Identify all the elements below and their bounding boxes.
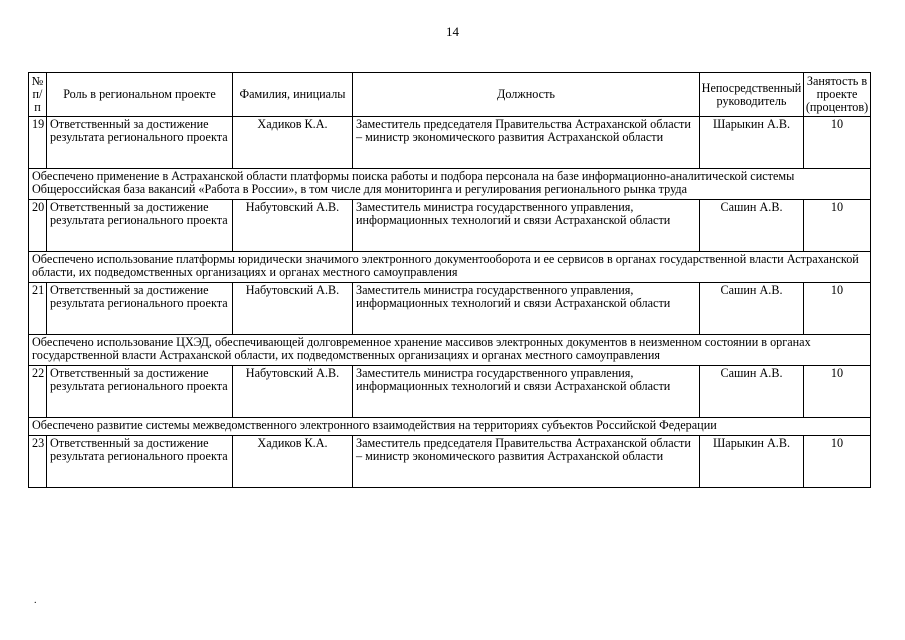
row-load: 10 xyxy=(804,436,871,488)
row-manager: Шарыкин А.В. xyxy=(700,436,804,488)
header-role: Роль в региональном проекте xyxy=(47,73,233,117)
section-row xyxy=(29,252,871,283)
row-role: Ответственный за достижение результата регионального проекта xyxy=(47,283,233,335)
row-position: Заместитель министра государственного управления, информационных технологий и связи Астраханской области xyxy=(353,200,700,252)
header-manager: Непосредственный руководитель xyxy=(700,73,804,117)
table-row xyxy=(29,117,871,169)
row-name: Хадиков К.А. xyxy=(233,117,353,169)
row-manager: Сашин А.В. xyxy=(700,200,804,252)
section-title: Обеспечено применение в Астраханской области платформы поиска работы и подбора персонала на базе информационно-аналитической системы Общероссийская база вакансий «Работа в России», в том числе для мониторинга и регулирования регионального рынка труда xyxy=(29,169,871,200)
footer-mark: . xyxy=(34,595,37,606)
header-load: Занятость в проекте (процентов) xyxy=(804,73,871,117)
header-position: Должность xyxy=(353,73,700,117)
section-row xyxy=(29,335,871,366)
row-role: Ответственный за достижение результата регионального проекта xyxy=(47,436,233,488)
table-header-row xyxy=(29,73,871,117)
table-row xyxy=(29,436,871,488)
section-row xyxy=(29,169,871,200)
row-manager: Шарыкин А.В. xyxy=(700,117,804,169)
header-name: Фамилия, инициалы xyxy=(233,73,353,117)
row-name: Набутовский А.В. xyxy=(233,283,353,335)
row-position: Заместитель министра государственного управления, информационных технологий и связи Астраханской области xyxy=(353,366,700,418)
row-number: 21 xyxy=(29,283,47,335)
row-role: Ответственный за достижение результата регионального проекта xyxy=(47,117,233,169)
table-row xyxy=(29,366,871,418)
section-title: Обеспечено использование ЦХЭД, обеспечивающей долговременное хранение массивов электронных документов в неизменном состоянии в органах государственной власти Астраханской области, их подведомственных организациях и органах местного самоуправления xyxy=(29,335,871,366)
participants-table xyxy=(28,72,871,488)
header-num: № п/п xyxy=(29,73,47,117)
section-row xyxy=(29,418,871,436)
table-row xyxy=(29,200,871,252)
row-load: 10 xyxy=(804,366,871,418)
row-name: Хадиков К.А. xyxy=(233,436,353,488)
row-role: Ответственный за достижение результата регионального проекта xyxy=(47,200,233,252)
row-manager: Сашин А.В. xyxy=(700,283,804,335)
row-load: 10 xyxy=(804,283,871,335)
row-number: 19 xyxy=(29,117,47,169)
row-number: 23 xyxy=(29,436,47,488)
row-role: Ответственный за достижение результата регионального проекта xyxy=(47,366,233,418)
row-name: Набутовский А.В. xyxy=(233,366,353,418)
row-number: 20 xyxy=(29,200,47,252)
row-position: Заместитель председателя Правительства Астраханской области – министр экономического развития Астраханской области xyxy=(353,436,700,488)
page-number: 14 xyxy=(446,24,459,39)
section-title: Обеспечено развитие системы межведомственного электронного взаимодействия на территориях субъектов Российской Федерации xyxy=(29,418,871,436)
row-manager: Сашин А.В. xyxy=(700,366,804,418)
row-load: 10 xyxy=(804,200,871,252)
row-position: Заместитель министра государственного управления, информационных технологий и связи Астраханской области xyxy=(353,283,700,335)
row-position: Заместитель председателя Правительства Астраханской области – министр экономического развития Астраханской области xyxy=(353,117,700,169)
row-number: 22 xyxy=(29,366,47,418)
row-name: Набутовский А.В. xyxy=(233,200,353,252)
table-row xyxy=(29,283,871,335)
row-load: 10 xyxy=(804,117,871,169)
section-title: Обеспечено использование платформы юридически значимого электронного документооборота и ее сервисов в органах государственной власти Астраханской области, их подведомственных организациях и органах местного самоуправления xyxy=(29,252,871,283)
